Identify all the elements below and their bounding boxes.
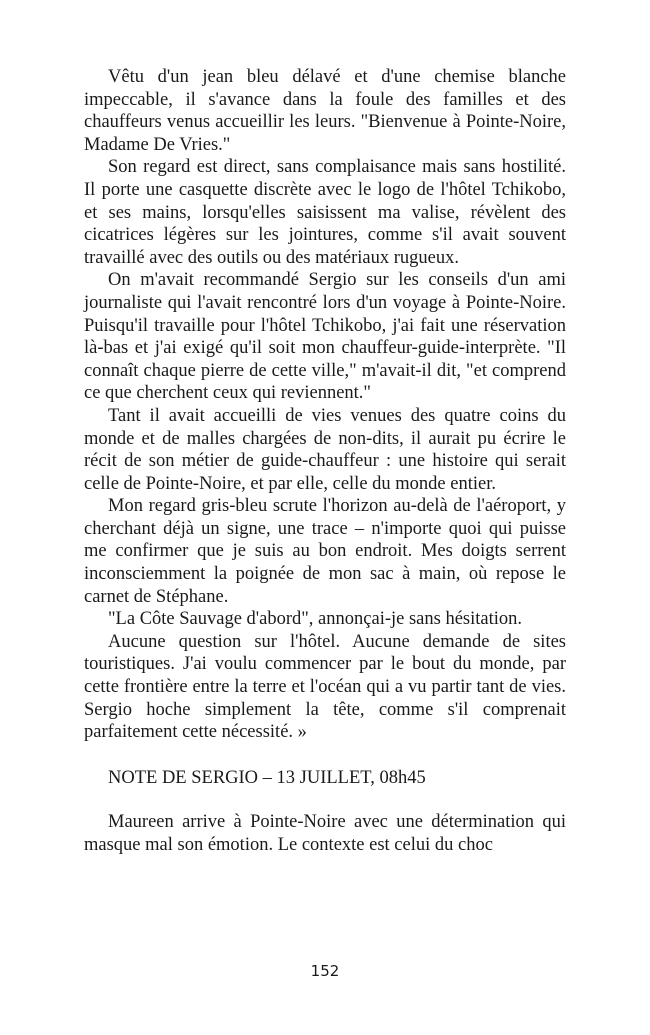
paragraph: On m'avait recommandé Sergio sur les conseils d'un ami journaliste qui l'avait rencontré lors d'un voyage à Pointe-Noire. Puisqu'il travaille pour l'hôtel Tchikobo, j'ai fait une réservation là-bas et j'ai exigé qu'il soit mon chauffeur-guide-interprète. "Il connaît chaque pierre de cette ville," m'avait-il dit, "et comprend ce que cherchent ceux qui reviennent."	[84, 270, 566, 404]
paragraph: "La Côte Sauvage d'abord", annonçai-je sans hésitation.	[108, 609, 523, 630]
paragraph: Tant il avait accueilli de vies venues des quatre coins du monde et de malles chargées de non-dits, il aurait pu écrire le récit de son métier de guide-chauffeur : une histoire qui serait celle de Pointe-Noire, et par elle, celle du monde entier.	[84, 405, 566, 494]
paragraph: Aucune question sur l'hôtel. Aucune demande de sites touristiques. J'ai voulu commencer par le bout du monde, par cette frontière entre la terre et l'océan qui a vu partir tant de vies. Sergio hoche simplement la tête, comme s'il comprenait parfaitement cette nécessité. »	[84, 631, 566, 743]
paragraph: Mon regard gris-bleu scrute l'horizon au-delà de l'aéroport, y cherchant déjà un signe, une trace – n'importe quoi qui puisse me confirmer que je suis au bon endroit. Mes doigts serrent inconsciemment la poignée de mon sac à main, où repose le carnet de Stéphane.	[84, 496, 566, 607]
note-heading: NOTE DE SERGIO – 13 JUILLET, 08h45	[108, 767, 426, 788]
page-body	[84, 66, 566, 857]
paragraph: Son regard est direct, sans complaisance mais sans hostilité. Il porte une casquette discrète avec le logo de l'hôtel Tchikobo, et ses mains, lorsqu'elles saisissent ma valise, révèlent des cicatrices légères sur les jointures, comme s'il avait souvent travaillé avec des outils ou des matériaux rugueux.	[84, 157, 566, 268]
page-number: 152	[310, 962, 340, 980]
paragraph: Vêtu d'un jean bleu délavé et d'une chemise blanche impeccable, il s'avance dans la foule des familles et des chauffeurs venus accueillir les leurs. "Bienvenue à Pointe-Noire, Madame De Vries."	[84, 67, 566, 155]
paragraph: Maureen arrive à Pointe-Noire avec une détermination qui masque mal son émotion. Le contexte est celui du choc	[84, 812, 566, 855]
